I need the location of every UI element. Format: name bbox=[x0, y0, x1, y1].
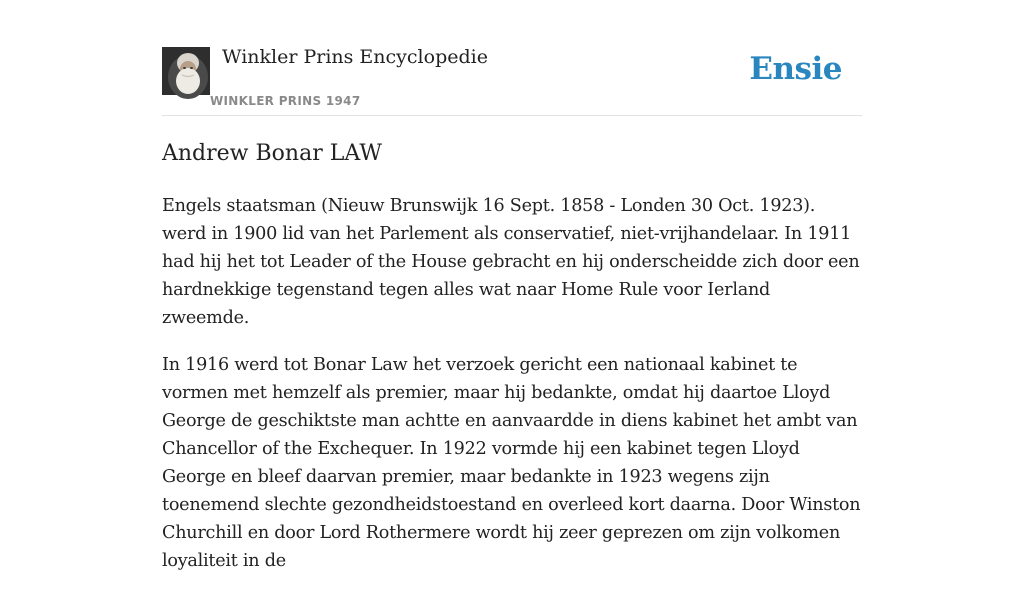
article-paragraph: Engels staatsman (Nieuw Brunswijk 16 Sept. 1858 - Londen 30 Oct. 1923). werd in 1900 lid van het Parlement als conservatief, niet-vrijhandelaar. In 1911 had hij het tot Leader of the House gebracht en hij onderscheidde zich door een hardnekkige tegenstand tegen alles wat naar Home Rule voor Ierland zweemde. bbox=[162, 196, 860, 328]
article-title: Andrew Bonar LAW bbox=[162, 141, 382, 166]
source-title[interactable]: Winkler Prins Encyclopedie bbox=[222, 46, 488, 68]
header-divider bbox=[162, 115, 862, 116]
article-paragraph: In 1916 werd tot Bonar Law het verzoek gericht een nationaal kabinet te vormen met hemzelf als premier, maar hij bedankte, omdat hij daartoe Lloyd George de geschiktste man achtte en aanvaardde in diens kabinet het ambt van Chancellor of the Exchequer. In 1922 vormde hij een kabinet tegen Lloyd George en bleef daarvan premier, maar bedankte in 1923 wegens zijn toenemend slechte gezondheidstoestand en overleed kort daarna. Door Winston Churchill en door Lord Rothermere wordt hij zeer geprezen om zijn volkomen loyaliteit in de bbox=[162, 355, 861, 571]
bearded-man-portrait-icon bbox=[162, 47, 210, 95]
source-avatar[interactable] bbox=[162, 47, 210, 95]
source-subtitle[interactable]: WINKLER PRINS 1947 bbox=[210, 94, 361, 108]
page bbox=[162, 0, 862, 571]
article-body bbox=[162, 192, 862, 594]
ensie-logo[interactable]: Ensie bbox=[749, 51, 842, 87]
